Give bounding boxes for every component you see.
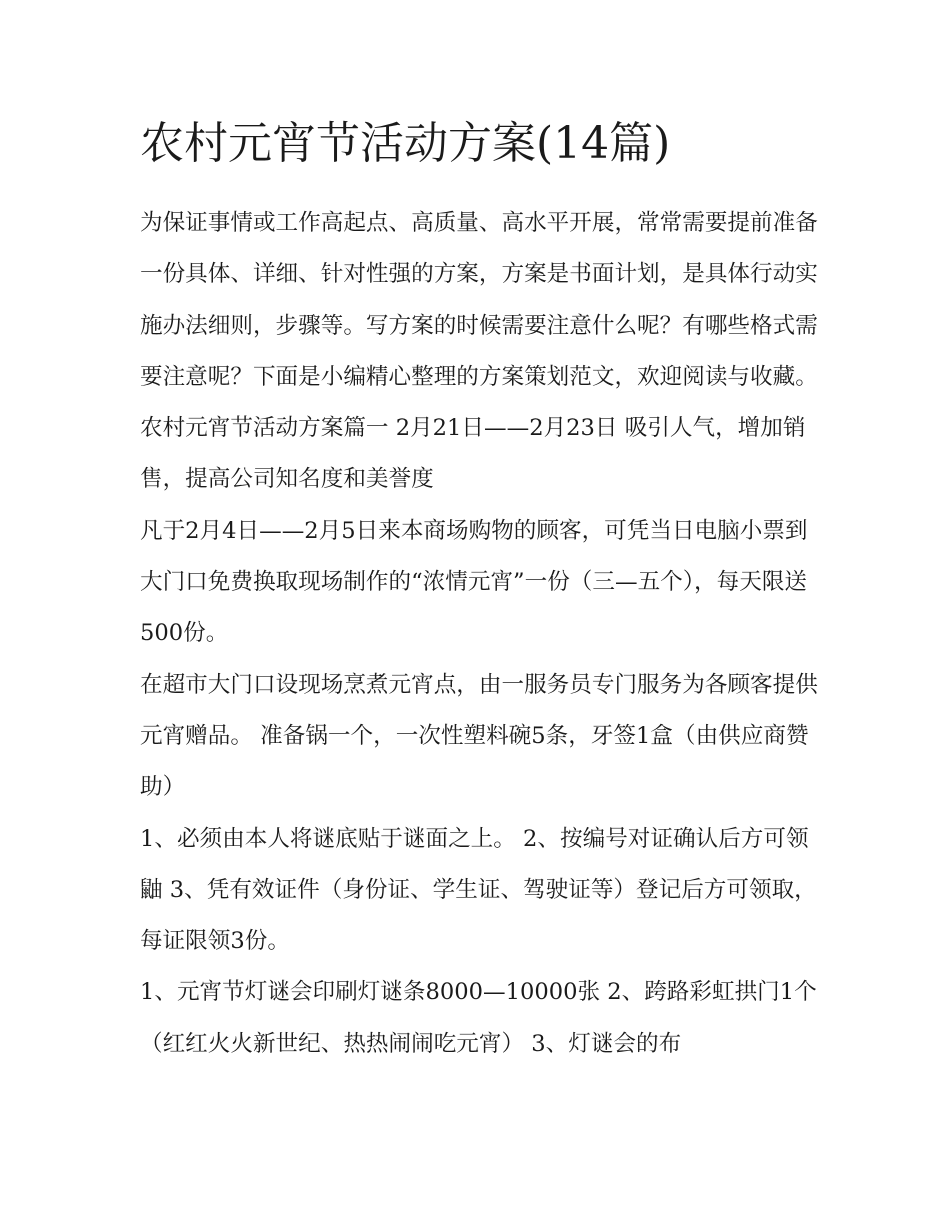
paragraph-riddle-materials: 1、元宵节灯谜会印刷灯谜条8000—10000张 2、跨路彩虹拱门1个（红红火火新世纪、热热闹闹吃元宵） 3、灯谜会的布 xyxy=(140,979,817,1057)
document-body xyxy=(140,112,820,1070)
paragraph-intro: 为保证事情或工作高起点、高质量、高水平开展，常常需要提前准备一份具体、详细、针对性强的方案，方案是书面计划，是具体行动实施办法细则，步骤等。写方案的时候需要注意什么呢？有哪些格式需要注意呢？下面是小编精心整理的方案策划范文，欢迎阅读与收藏。 xyxy=(140,210,818,390)
paragraph-riddle-rules: 1、必须由本人将谜底贴于谜面之上。 2、按编号对证确认后方可领鼬 3、凭有效证件（身份证、学生证、驾驶证等）登记后方可领取，每证限领3份。 xyxy=(140,825,817,955)
paragraph-free-yuanxiao: 凡于2月4日——2月5日来本商场购物的顾客，可凭当日电脑小票到大门口免费换取现场制作的“浓情元宵”一份（三—五个），每天限送500份。 xyxy=(140,517,808,647)
document-title: 农村元宵节活动方案(14篇) xyxy=(140,118,671,169)
paragraph-plan-one: 农村元宵节活动方案篇一 2月21日——2月23日 吸引人气，增加销售，提高公司知名度和美誉度 xyxy=(140,415,806,493)
paragraph-cooking-point: 在超市大门口设现场烹煮元宵点，由一服务员专门服务为各顾客提供元宵赠品。 准备锅一个，一次性塑料碗5条，牙签1盒（由供应商赞助） xyxy=(140,671,818,801)
